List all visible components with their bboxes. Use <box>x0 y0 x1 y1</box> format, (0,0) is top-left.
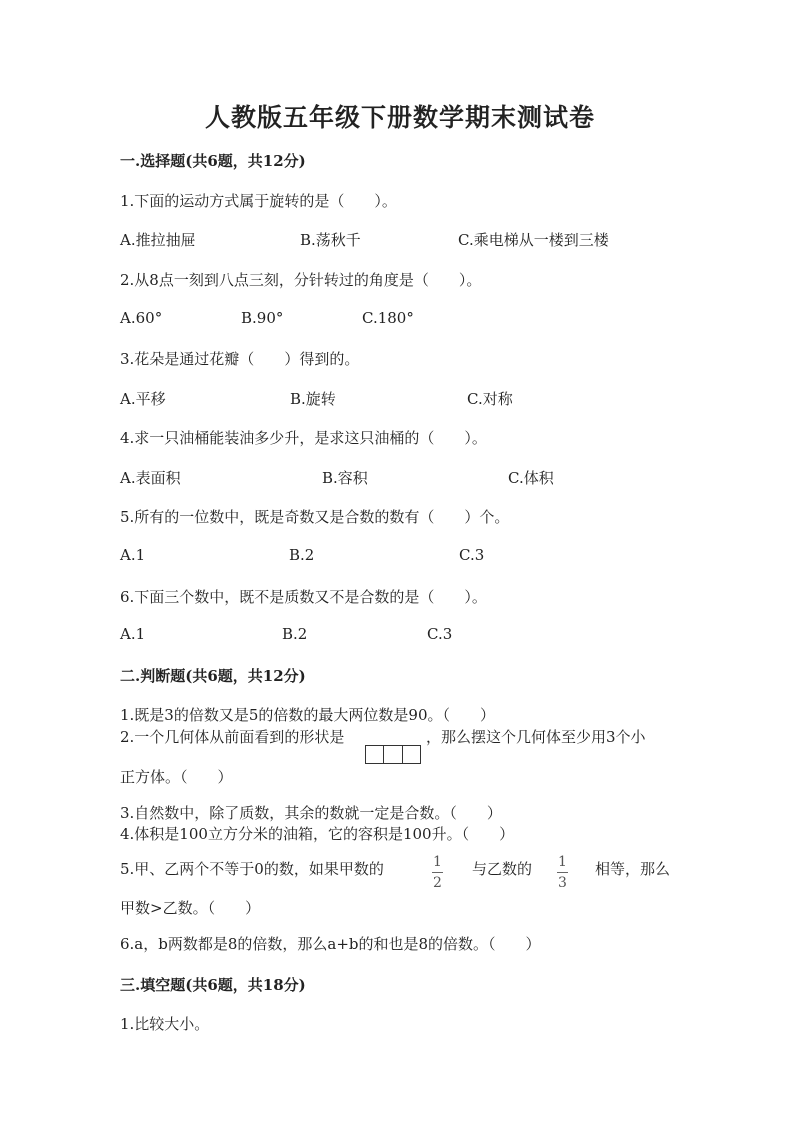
fraction-2-numerator: 1 <box>558 854 567 870</box>
choice-5-option-c: C.3 <box>459 546 485 564</box>
judgment-question-5-part4: 甲数>乙数。（ ） <box>120 899 261 917</box>
judgment-question-2-part3: 正方体。（ ） <box>120 768 233 786</box>
judgment-question-4: 4.体积是100立方分米的油箱，它的容积是100升。（ ） <box>120 825 515 843</box>
judgment-question-1: 1.既是3的倍数又是5的倍数的最大两位数是90。（ ） <box>120 706 495 724</box>
choice-question-6: 6.下面三个数中，既不是质数又不是合数的是（ ）。 <box>120 588 487 606</box>
choice-4-option-b: B.容积 <box>322 469 368 487</box>
choice-question-4: 4.求一只油桶能装油多少升，是求这只油桶的（ ）。 <box>120 429 487 447</box>
choice-4-option-a: A.表面积 <box>120 469 181 487</box>
choice-1-option-a: A.推拉抽屉 <box>120 231 196 249</box>
section-heading-choice: 一.选择题(共6题，共12分) <box>120 152 306 170</box>
choice-6-option-a: A.1 <box>120 625 146 643</box>
choice-2-option-b: B.90° <box>241 309 284 327</box>
judgment-question-5-part2: 与乙数的 <box>472 860 533 878</box>
fraction-2-denominator: 3 <box>558 875 567 891</box>
choice-6-option-b: B.2 <box>282 625 308 643</box>
section-heading-fill-blank: 三.填空题(共6题，共18分) <box>120 976 306 994</box>
page-title: 人教版五年级下册数学期末测试卷 <box>204 103 595 132</box>
judgment-question-5-part1: 5.甲、乙两个不等于0的数，如果甲数的 <box>120 860 384 878</box>
choice-2-option-a: A.60° <box>120 309 163 327</box>
choice-question-3: 3.花朵是通过花瓣（ ）得到的。 <box>120 350 360 368</box>
fraction-one-third <box>557 851 568 891</box>
choice-1-option-b: B.荡秋千 <box>300 231 361 249</box>
judgment-question-6: 6.a，b两数都是8的倍数，那么a+b的和也是8的倍数。（ ） <box>120 935 541 953</box>
fraction-one-half <box>432 851 443 891</box>
fill-question-1: 1.比较大小。 <box>120 1015 210 1033</box>
judgment-question-2-part2: ，那么摆这个几何体至少用3个小 <box>426 728 646 746</box>
fraction-1-denominator: 2 <box>433 875 442 891</box>
choice-5-option-b: B.2 <box>289 546 315 564</box>
choice-5-option-a: A.1 <box>120 546 146 564</box>
judgment-question-2-part1: 2.一个几何体从前面看到的形状是 <box>120 728 345 746</box>
judgment-question-5-part3: 相等，那么 <box>595 860 671 878</box>
fraction-1-numerator: 1 <box>433 854 442 870</box>
choice-question-5: 5.所有的一位数中，既是奇数又是合数的数有（ ）个。 <box>120 508 510 526</box>
choice-3-option-b: B.旋转 <box>290 390 336 408</box>
choice-2-option-c: C.180° <box>362 309 414 327</box>
choice-3-option-a: A.平移 <box>120 390 166 408</box>
judgment-question-3: 3.自然数中，除了质数，其余的数就一定是合数。（ ） <box>120 804 502 822</box>
choice-question-2: 2.从8点一刻到八点三刻，分针转过的角度是（ ）。 <box>120 271 482 289</box>
choice-1-option-c: C.乘电梯从一楼到三楼 <box>458 231 609 249</box>
choice-4-option-c: C.体积 <box>508 469 554 487</box>
three-squares-figure <box>365 745 421 764</box>
choice-3-option-c: C.对称 <box>467 390 513 408</box>
choice-6-option-c: C.3 <box>427 625 453 643</box>
choice-question-1: 1.下面的运动方式属于旋转的是（ ）。 <box>120 192 397 210</box>
section-heading-judgment: 二.判断题(共6题，共12分) <box>120 667 306 685</box>
